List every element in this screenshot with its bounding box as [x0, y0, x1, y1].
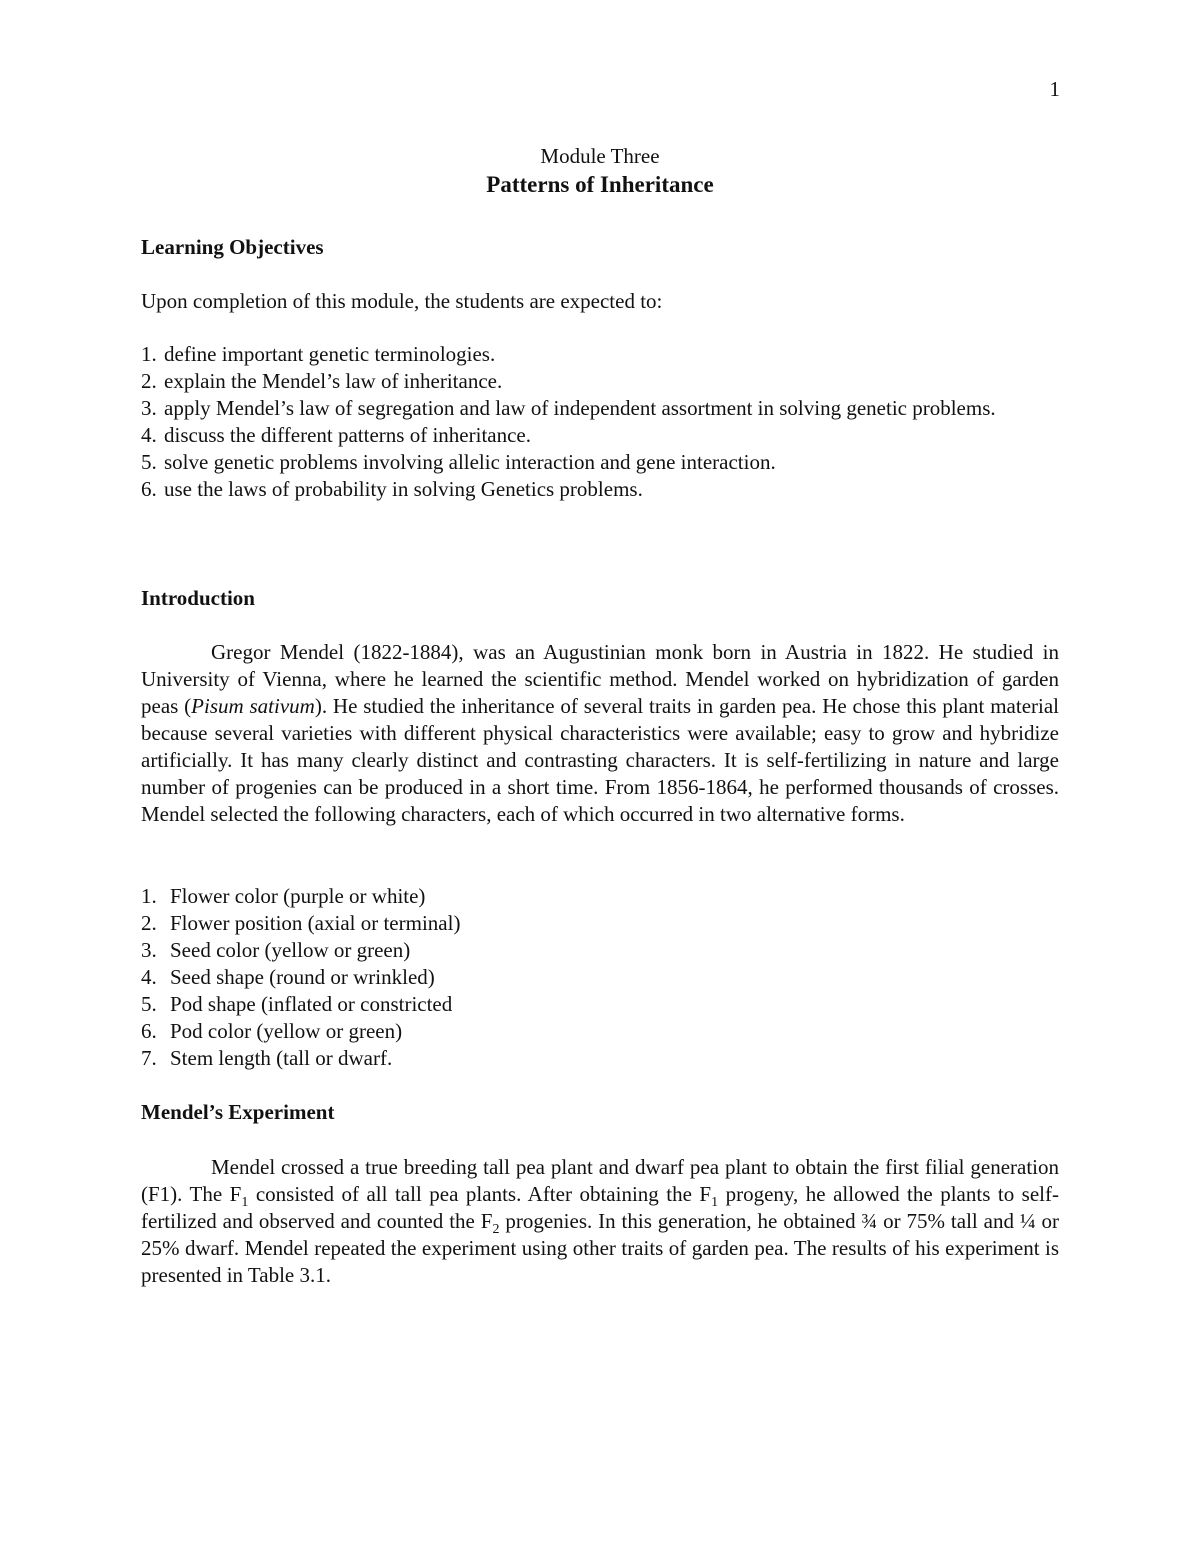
list-item-number: 2. — [141, 911, 157, 935]
introduction-heading: Introduction — [141, 586, 255, 610]
experiment-text-2: consisted of all tall pea plants. After obtaining the F — [248, 1182, 712, 1206]
page-number: 1 — [1049, 77, 1060, 101]
objectives-intro: Upon completion of this module, the students are expected to: — [141, 289, 663, 313]
list-item — [141, 964, 1059, 991]
page-title: Patterns of Inheritance — [486, 172, 714, 197]
list-item — [141, 422, 1059, 449]
list-item-number: 2. — [141, 369, 157, 393]
list-item — [141, 368, 1059, 395]
subscript: 1 — [241, 1195, 249, 1211]
list-item-text: discuss the different patterns of inheritance. — [164, 423, 531, 447]
experiment-text-3: progeny, he allowed the plants to self-fertilized and observed and counted the F — [141, 1182, 1059, 1233]
subscript: 1 — [711, 1195, 719, 1211]
list-item-text: use the laws of probability in solving Genetics problems. — [164, 477, 643, 501]
list-item-number: 1. — [141, 884, 157, 908]
intro-text-part1: Gregor Mendel (1822-1884), was an Augustinian monk born in Austria in 1822. He studied in University of Vienna, where he learned the scientific method. Mendel worked on hybridization of garden peas ( — [141, 640, 1059, 718]
list-item-number: 7. — [141, 1046, 157, 1070]
list-item-text: define important genetic terminologies. — [164, 342, 496, 366]
module-label: Module Three — [540, 144, 660, 168]
list-item-number: 4. — [141, 423, 157, 447]
list-item-number: 6. — [141, 477, 157, 501]
list-item — [141, 1045, 1059, 1072]
experiment-text-4: progenies. In this generation, he obtained ¾ or 75% tall and ¼ or 25% dwarf. Mendel repeated the experiment using other traits of garden pea. The results of his experiment is presented in Table 3.1. — [141, 1209, 1060, 1287]
list-item — [141, 1018, 1059, 1045]
experiment-text-1: Mendel crossed a true breeding tall pea plant and dwarf pea plant to obtain the first filial generation (F1). The F — [141, 1155, 1059, 1206]
list-item-number: 4. — [141, 965, 157, 989]
list-item — [141, 395, 1059, 422]
list-item-text: solve genetic problems involving allelic interaction and gene interaction. — [164, 450, 776, 474]
characters-list — [141, 883, 1059, 1072]
list-item-number: 3. — [141, 938, 157, 962]
list-item-text: Seed shape (round or wrinkled) — [170, 965, 435, 989]
list-item-number: 3. — [141, 396, 157, 420]
list-item-text: Pod shape (inflated or constricted — [170, 992, 453, 1016]
list-item-text: apply Mendel’s law of segregation and law of independent assortment in solving genetic problems. — [164, 396, 996, 420]
list-item — [141, 449, 1059, 476]
experiment-paragraph — [141, 1154, 1059, 1289]
learning-objectives-heading: Learning Objectives — [141, 235, 324, 259]
list-item-number: 5. — [141, 992, 157, 1016]
list-item-text: Seed color (yellow or green) — [170, 938, 411, 962]
introduction-paragraph — [141, 639, 1059, 828]
mendels-experiment-heading: Mendel’s Experiment — [141, 1100, 335, 1124]
list-item — [141, 991, 1059, 1018]
list-item — [141, 476, 1059, 503]
list-item-number: 5. — [141, 450, 157, 474]
list-item-text: Flower position (axial or terminal) — [170, 911, 461, 935]
list-item — [141, 937, 1059, 964]
list-item-number: 1. — [141, 342, 157, 366]
list-item-text: Stem length (tall or dwarf. — [170, 1046, 393, 1070]
list-item — [141, 341, 1059, 368]
subscript: 2 — [492, 1222, 500, 1238]
list-item-number: 6. — [141, 1019, 157, 1043]
objectives-list — [141, 341, 1059, 503]
list-item — [141, 910, 1059, 937]
list-item-text: Pod color (yellow or green) — [170, 1019, 403, 1043]
list-item-text: Flower color (purple or white) — [170, 884, 426, 908]
species-name: Pisum sativum — [191, 694, 315, 718]
intro-text-part2: ). He studied the inheritance of several traits in garden pea. He chose this plant material because several varieties with different physical characteristics were available; easy to grow and hybridize artificially. It has many clearly distinct and contrasting characters. It is self-fertilizing in nature and large number of progenies can be produced in a short time. From 1856-1864, he performed thousands of crosses. Mendel selected the following characters, each of which occurred in two alternative forms. — [141, 694, 1060, 826]
list-item — [141, 883, 1059, 910]
list-item-text: explain the Mendel’s law of inheritance. — [164, 369, 503, 393]
